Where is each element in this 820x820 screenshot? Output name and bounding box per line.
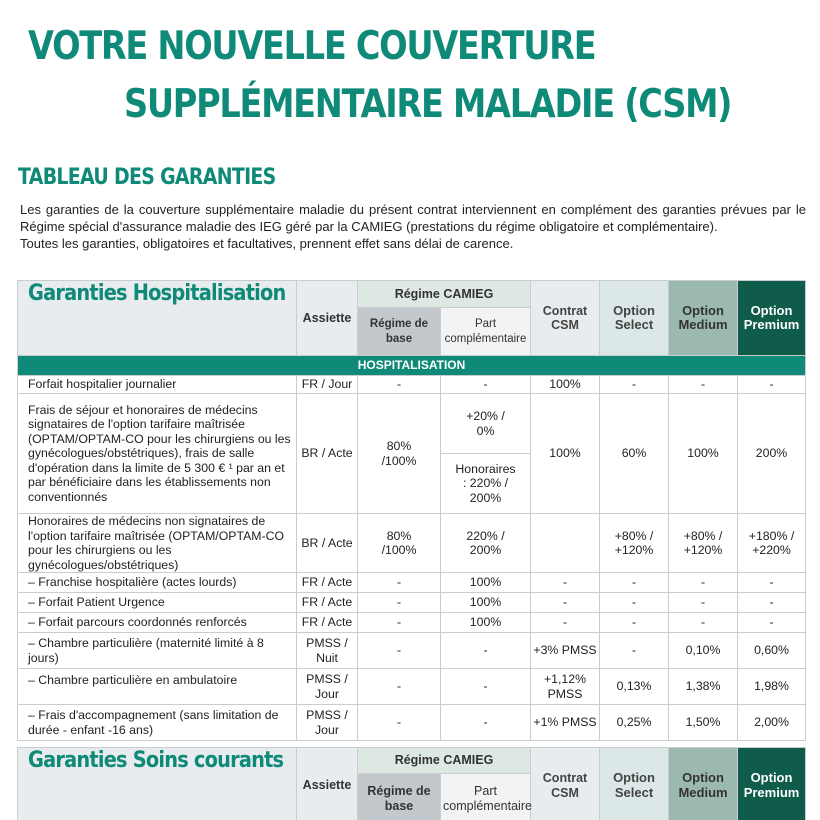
- page-title-line2: SUPPLÉMENTAIRE MALADIE (CSM): [124, 82, 732, 127]
- table-row: – Forfait Patient Urgence FR / Acte - 100% - - - -: [18, 593, 806, 613]
- header-option-select: Option Select: [600, 748, 669, 820]
- table-row: Forfait hospitalier journalier FR / Jour - - 100% - - -: [18, 376, 806, 394]
- intro-paragraph-2: Toutes les garanties, obligatoires et facultatives, prennent effet sans délai de carence.: [20, 236, 514, 251]
- band-hospitalisation: HOSPITALISATION: [18, 356, 806, 376]
- header-option-premium: Option Premium: [738, 281, 806, 356]
- header-regime-base: Régime de base: [358, 774, 441, 820]
- header-part-complementaire: Part complémentaire: [441, 308, 531, 356]
- header-option-select: Option Select: [600, 281, 669, 356]
- soins-courants-table: [17, 747, 806, 820]
- header-regime-camieg: Régime CAMIEG: [358, 748, 531, 774]
- table-row: – Frais d'accompagnement (sans limitation de durée - enfant -16 ans) PMSS / Jour - - +1% PMSS 0,25% 1,50% 2,00%: [18, 705, 806, 741]
- header-option-medium: Option Medium: [669, 281, 738, 356]
- intro-text: [20, 201, 806, 252]
- header-part-complementaire: Part complémentaire: [441, 774, 531, 820]
- header-option-medium: Option Medium: [669, 748, 738, 820]
- table-row: Honoraires de médecins non signataires de l'option tarifaire maîtrisée (OPTAM/OPTAM-CO pour les chirurgiens ou les gynécologues/obstétriques) BR / Acte 80% /100% 220% / 200% +80% / +120% +80% / +120% +180% / +220%: [18, 514, 806, 573]
- header-contrat-csm: Contrat CSM: [531, 748, 600, 820]
- table-title: Garanties Hospitalisation: [18, 281, 297, 356]
- hospitalisation-table: Garanties Hospitalisation Assiette Régime CAMIEG Contrat CSM Option Select Option Medium Option Premium Régime de base Part complémentaire HOSPITALISATION Forfait hospitalier journalier FR / Jour - - 100% - - - Frais de séjour et honoraires de médecins signataires de l'option tarifaire maîtrisée (OPTAM/OPTAM-CO pour les chirurgiens ou les gynécologues/obstétriques), frais de salle d'opération dans la limite de 5 300 € ¹ par an et par bénéficiaire dans les établissements non conventionnés BR / Acte 80% /100% +20% / 0% 100% 60% 100% 200% Honoraires : 220% / 200% Honoraires de médecins non signataires de l'option tarifaire maîtrisée (OPTAM/OPTAM-CO pour les chirurgiens ou les gynécologues/obstétriques) BR / Acte 80% /100% 220% / 200% +80% / +120% +80% / +120% +180% / +220% – Franchise hospitalière (actes lourds) FR / Acte - 100% - - - - – Forfait Patient Urgence FR / Acte - 100% - - - - – Forfait parcours coordonnés renforcés FR / Acte - 100% - - - - – Chambre particulière (maternité limité à 8 jours) PMSS / Nuit - - +3% PMSS - 0,10% 0,60% – Chambre particulière en ambulatoire PMSS / Jour - - +1,12% PMSS 0,13% 1,38% 1,98% – Frais d'accompagnement (sans limitation de durée - enfant -16 ans) PMSS / Jour - - +1% PMSS 0,25% 1,50% 2,00%: [17, 280, 806, 741]
- table-row: – Chambre particulière (maternité limité à 8 jours) PMSS / Nuit - - +3% PMSS - 0,10% 0,60%: [18, 633, 806, 669]
- table-row: – Franchise hospitalière (actes lourds) FR / Acte - 100% - - - -: [18, 573, 806, 593]
- header-contrat-csm: Contrat CSM: [531, 281, 600, 356]
- header-regime-camieg: Régime CAMIEG: [358, 281, 531, 308]
- intro-paragraph-1: Les garanties de la couverture supplémentaire maladie du présent contrat interviennent en complément des garanties prévues par le Régime spécial d'assurance maladie des IEG géré par la CAMIEG (prestations du régime obligatoire et complémentaire).: [20, 202, 806, 234]
- header-option-premium: Option Premium: [738, 748, 806, 820]
- table-row: Frais de séjour et honoraires de médecins signataires de l'option tarifaire maîtrisée (OPTAM/OPTAM-CO pour les chirurgiens ou les gynécologues/obstétriques), frais de salle d'opération dans la limite de 5 300 € ¹ par an et par bénéficiaire dans les établissements non conventionnés BR / Acte 80% /100% +20% / 0% 100% 60% 100% 200%: [18, 394, 806, 454]
- table-row: – Chambre particulière en ambulatoire PMSS / Jour - - +1,12% PMSS 0,13% 1,38% 1,98%: [18, 669, 806, 705]
- table-row: – Forfait parcours coordonnés renforcés FR / Acte - 100% - - - -: [18, 613, 806, 633]
- table-title: Garanties Soins courants: [18, 748, 297, 820]
- header-assiette: Assiette: [297, 281, 358, 356]
- header-regime-base: Régime de base: [358, 308, 441, 356]
- header-assiette: Assiette: [297, 748, 358, 820]
- page-title-line1: VOTRE NOUVELLE COUVERTURE: [28, 24, 596, 69]
- section-title: TABLEAU DES GARANTIES: [18, 165, 276, 190]
